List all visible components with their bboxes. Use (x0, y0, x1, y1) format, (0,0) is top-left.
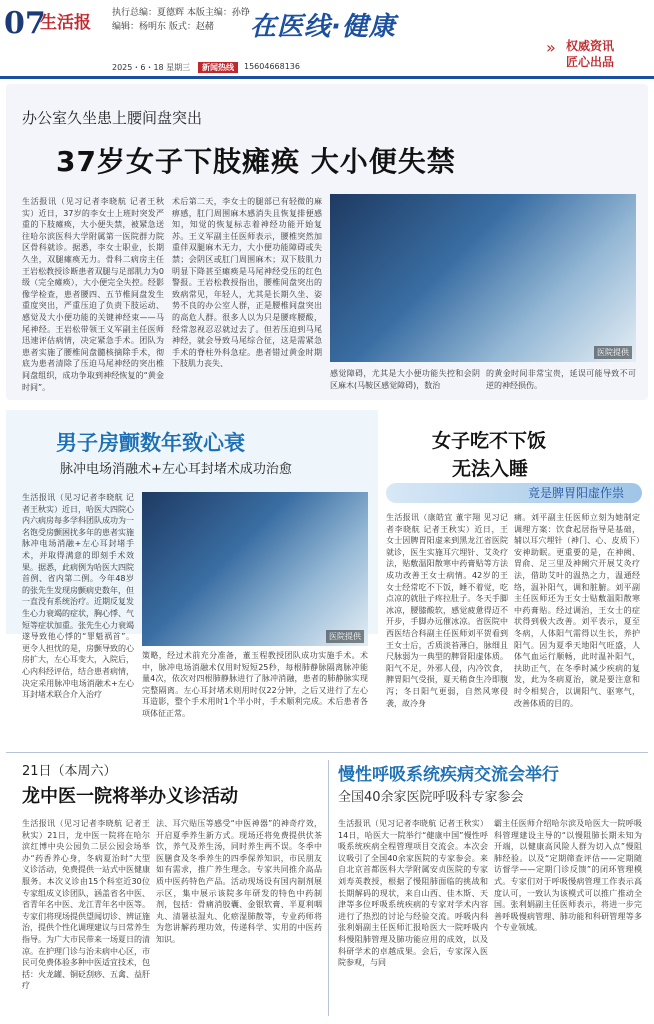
column-title: 在医线·健康 (250, 12, 396, 42)
section-divider (6, 752, 648, 753)
story5-headline: 慢性呼吸系统疾病交流会举行 (338, 765, 559, 785)
story2-photo (142, 492, 368, 646)
story3-column: 痛。刘平副主任医师立刻为她制定调理方案：饮食起居指导是基础，辅以耳穴埋针（神门、心、皮质下）安神助眠。更重要的是，在神阙、胃俞、足三里及神阙穴开展艾灸疗法，借助艾叶的温热之力，温通经络，温补阳气，调和脏腑。刘平副主任医师还为王女士贴敷温阳散寒中药膏贴。经过调治，王女士的症状得到极大改善。刘平表示，夏至冬病，人体阳气需得以生长，养护阳气。因为夏季天地阳气旺盛，人体气血运行顺畅，此时温补阳气，扶助正气，在冬季时减少疾病的复发，此为冬病夏治，就是要注意和时令相契合，以调阳气、驱寒气，改善体质的目的。 (514, 513, 640, 708)
hotline-number: 15604668136 (244, 62, 300, 71)
story1-kicker: 办公室久坐患上腰间盘突出 (22, 109, 203, 127)
story5-column: 霸主任医师介绍哈尔滨及哈医大一院呼吸科管理建设主导的“以慢阻肺长期未知为开端，以健康高风险人群为切入点”慢阻肺经验。以及“定期筛查评估——定期随访督学——定期门诊反馈”的闭环管理模式。专家们对于呼吸慢病管理工作表示高度认可，一致认为该模式可以推广推动全国。张利娟副主任医师表示，将进一步完善呼吸慢病管理、肺功能和科研管理等多个专业领域。 (494, 819, 642, 933)
story1-column: 生活报讯（见习记者李晓航 记者王秋实）近日，37岁的李女士上班时突发严重的下肢瘫痪，大小便失禁，被紧急送往哈尔滨医科大学附属第一医院群力院区骨科就诊。据悉，李女士职业，长期久坐，双腿瘫痪无力。骨科二病房主任王岩松教授诊断患者双腿与足部肌力为0级（完全瘫痪），大小便完全失控。经影像学检查，患者腰四、五节椎间盘发生重度突出，严重压迫了负责下肢运动、感觉及大小便功能的关键神经束——马尾神经。王岩松带领王义军副主任医师迅速评估病情，决定紧急手术。团队为患者实施了腰椎间盘髓核摘除手术，彻底为患者清除了压迫马尾神经的突出椎间盘组织，成功争取到神经恢复的“黄金时间”。 (22, 197, 164, 392)
story4-headline: 龙中医一院将举办义诊活动 (22, 786, 238, 807)
paper-name: 生活报 (40, 13, 91, 33)
story1-headline: 37岁女子下肢瘫痪 大小便失禁 (56, 145, 456, 178)
page-number: 07 (4, 6, 46, 41)
story3-column: 生活报讯（康皓宜 董宇翔 见习记者李晓航 记者王秋实）近日，王女士因脾胃阳虚来到黑龙江省医院就诊，医生实施耳穴埋针、艾灸疗法，贴敷温阳散寒中药膏贴等方法成功改善王女士病情。42岁的王女士经常吃不下饭，睡不着觉，吃点凉的就肚子疼拉肚子。冬天手脚冰凉，腰膝酸软，感觉疲惫得迈不开步，手脚办远催冰凉。省医院中西医结合科副主任医师刘平贺看到王女士后，舌质淡苔薄白，脉细且尺脉弱为一典型的脾肾阳虚体质。阳气不足，外邪人侵，内冷饮食，脾胃阳气受损，夏天稍食生冷即腹泻；冬日阳气更弱，自然风寒侵袭，故冷身 (386, 513, 508, 708)
slogan-line: 权威资讯 (566, 39, 615, 53)
photo-credit: 医院提供 (594, 346, 632, 359)
story1-column: 术后第二天，李女士的腿部已有轻微的麻痹感，肛门周围麻木感消失且恢复排便感知，知觉的恢复标志着神经功能开始复苏。王义军副主任医师表示，腰椎突然加重伴双腿麻木无力，大小便功能障碍或失禁；会阴区或肛门周围麻木；双下肢肌力明显下降甚至瘫痪是马尾神经受压的红色警报。王岩松教授指出，腰椎间盘突出的致病常见，年轻人，尤其是长期久坐、姿势不良的办公室人群，正是腰椎间盘突出的高危人群。很多人以为只是腰疼腰酸，经常忽视忍忍就过去了。但若压迫到马尾神经，就会导致马尾综合征，这是需紧急手术的脊柱外科急症。患者错过黄金时期下肢肌力丧失、 (172, 197, 322, 369)
story1-photo (330, 194, 636, 362)
story2-subhead: 脉冲电场消融术+左心耳封堵术成功治愈 (60, 462, 292, 477)
story1-column: 感觉障碍，尤其是大小便功能失控和会阴区麻木(马鞍区感觉障碍)，数治 (330, 369, 480, 390)
story1-column: 的黄金时间非常宝贵，延误可能导致不可逆的神经损伤。 (486, 369, 636, 390)
hotline-label: 新闻热线 (198, 62, 238, 73)
chevron-right-icon: » (546, 38, 556, 57)
story3-headline: 女子吃不下饭 (432, 430, 547, 452)
story4-date: 21日（本周六） (22, 764, 117, 779)
photo-credit: 医院提供 (326, 630, 364, 643)
story5-column: 生活报讯（见习记者李晓航 记者王秋实）14日，哈医大一院举行“健康中国”慢性呼吸系统疾病全程管理项目交流会。本次会议吸引了全国40余家医院的专家参会。来自北京首都医科大学附属安贞医院的专家刘寿英教授，根据了慢阻肺面临的挑战和长期解码的现状，来自山西、佳木斯、天津等多位呼吸系统疾病的专家对学术内容进行了热烈的讨论与经验交流。呼吸内科张利娟副主任医师汇报哈医大一院呼吸内科慢阻肺管理及肺功能应用的成效，以及科研学术的卓越成果。会后，专家深入医院参观，与同 (338, 819, 488, 968)
column-divider (328, 760, 329, 1016)
story3-headline: 无法入睡 (452, 458, 529, 480)
staff-line: 执行总编：夏德辉 本版主编：孙铮 (112, 8, 250, 18)
dateline (112, 62, 648, 74)
slogan-line: 匠心出品 (566, 55, 615, 69)
issue-date: 2025・6・18 星期三 (112, 63, 191, 72)
story5-subhead: 全国40余家医院呼吸科专家参会 (338, 790, 524, 805)
story2-column: 生活报讯（见习记者李晓航 记者王秋实）近日，哈医大四院心内六病房每多学科团队成功为一名饱受房颤困扰多年的患者实施脉冲电场消融+左心耳封堵手术，并取得满意的即刻手术效果。据悉，此病例为哈医大四院首例、省内第二例。今年48岁的张先生发现房颤病史数年，但一直没有系统治疗。近期反复发生心力衰竭的症状，胸心悸、气短等症状加重。张先生心力衰竭遂导致他心悸的“罪魁祸首”。更令人担忧的是，房颤导致的心房扩大，左心耳变大，入院后，心内科经评估，结合患者病情，决定采用脉冲电场消融术+左心耳封堵术联合介入治疗 (22, 493, 134, 700)
staff-credits (112, 6, 250, 34)
masthead-rule (0, 76, 654, 79)
story3-subhead: 竟是脾胃阳虚作祟 (386, 483, 642, 503)
story2-column: 策略，经过术前充分准备，董玉程教授团队成功实施手术。术中，脉冲电场消融术仅用时短短25秒，每根肺静脉隔离脉冲能量4次，依次对四根肺静脉进行了脉冲消融，患者的肺静脉实现完整隔离。左心耳封堵术则用时仅22分钟，之后又进行了左心耳造影，整个手术用时1个半小时，手术顺利完成。术后患者各项体征正常。 (142, 651, 368, 718)
story2-headline: 男子房颤数年致心衰 (56, 431, 245, 455)
staff-line: 编辑：杨明东 版式：赵赭 (112, 22, 214, 32)
masthead (0, 0, 654, 76)
story4-column: 法、耳穴贴压等感受“中医神器”的神奇疗效，开启夏季养生新方式。现场还将免费提供伏茶饮，养气及养生汤，同时养生两不误。冬季中医膳食及冬季养生的四季保养知识，市民朋友如有需求，推广养生理念。专家共同推介高品质中医药特色产品。活动现场设有国内制剂展示区，集中展示该院多年研发的特色中药制剂，包括：骨痛消胶囊、金银软膏、半夏利咽丸、清暑祛湿丸、化瘀湿肺散等，专业药师将为您讲解药理功效，传递科学、实用的中医药知识。 (156, 819, 322, 944)
story4-column: 生活报讯（见习记者李晓航 记者王秋实）21日，龙中医一院将在哈尔滨红博中央公园负二层公园会场举办“药香养心身，冬病夏治时”大型义诊活动，免费提供一站式中医健康服务。本次义诊由15个科室近30位专家组成义诊团队，涵盖省名中医、省青年名中医、龙江青年名中医等。专家们将现场提供望闻切诊、辨证施治，提供个性化调理建议与日常养生指导。为广大市民带来一场夏日的清凉。在护理门诊与治未病中心区，市民可免费体验多种中医适宜技术，包括：火龙罐、铜砭刮痧、五禽、益肝疗 (22, 819, 150, 991)
